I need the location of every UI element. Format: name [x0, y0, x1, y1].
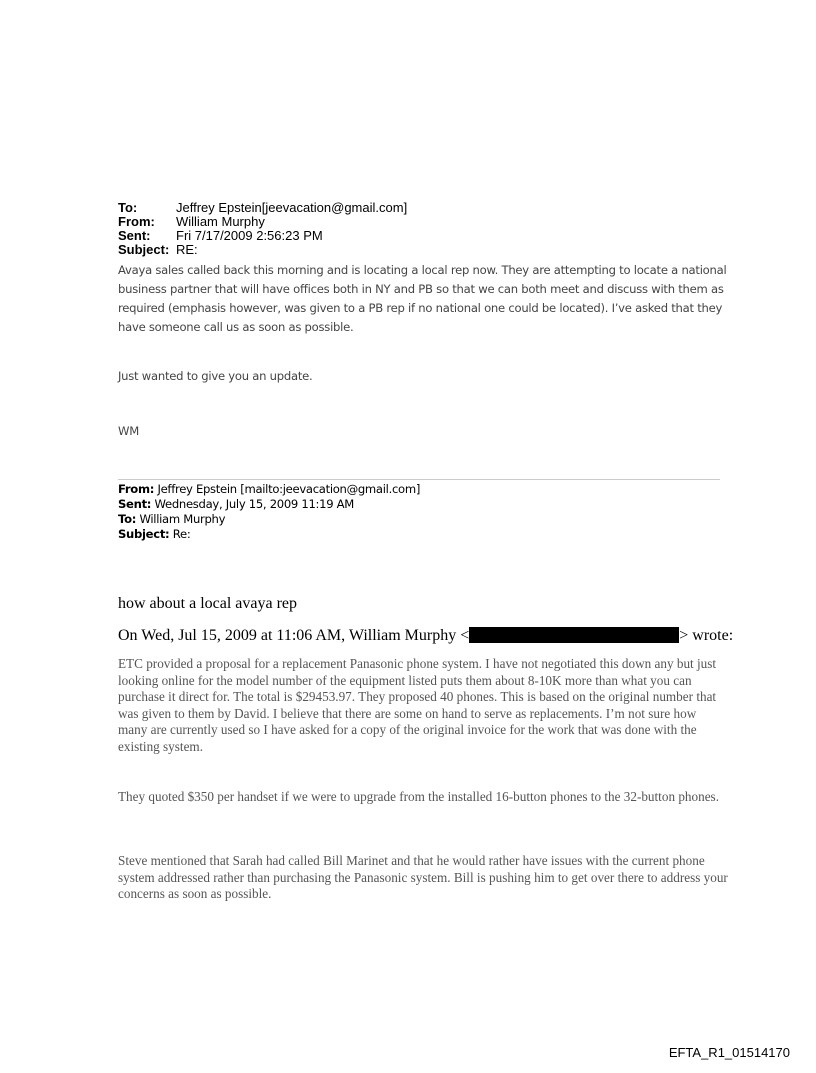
on-suffix: > wrote:: [679, 627, 734, 644]
from-value: William Murphy: [176, 214, 265, 229]
email-header: [118, 201, 407, 257]
q-subject-label: Subject:: [118, 527, 170, 541]
on-wrote-line: [118, 627, 733, 645]
sent-value: Fri 7/17/2009 2:56:23 PM: [176, 228, 323, 243]
q-from-label: From:: [118, 482, 155, 496]
reply-update: Just wanted to give you an update.: [118, 369, 313, 383]
q-from-value: Jeffrey Epstein [mailto:jeevacation@gmail.com]: [154, 482, 421, 496]
q-subject-value: Re:: [169, 527, 191, 541]
q-sent-label: Sent:: [118, 497, 152, 511]
q-to-value: William Murphy: [136, 512, 226, 526]
redaction-bar: [469, 627, 679, 643]
subject-label: Subject:: [118, 242, 170, 257]
quoted-paragraph-2: They quoted $350 per handset if we were to upgrade from the installed 16-button phones to the 32-button phones.: [118, 789, 719, 804]
reply-paragraph: Avaya sales called back this morning and is locating a local rep now. They are attempting to locate a national business partner that will have offices both in NY and PB so that we can both meet and discuss with them as required (emphasis however, was given to a PB rep if no national one could be located). I’ve asked that they have someone call us as soon as possible.: [118, 263, 727, 334]
subject-value: RE:: [176, 242, 198, 257]
on-prefix: On Wed, Jul 15, 2009 at 11:06 AM, William Murphy <: [118, 627, 470, 644]
quoted-paragraph-3: Steve mentioned that Sarah had called Bill Marinet and that he would rather have issues with the current phone system addressed rather than purchasing the Panasonic system. Bill is pushing him to get over there to address your concerns as soon as possible.: [118, 853, 728, 901]
quoted-paragraph-1: ETC provided a proposal for a replacement Panasonic phone system. I have not negotiated this down any but just looking online for the model number of the equipment listed puts them about 8-10K more than what you can purchase it direct for. The total is $29453.97. They proposed 40 phones. This is based on the original number that was given to them by David. I believe that there are some on hand to serve as replacements. I’m not sure how many are currently used so I have asked for a copy of the original invoice for the work that was done with the existing system.: [118, 656, 717, 754]
quoted-header: [118, 482, 420, 542]
q-sent-value: Wednesday, July 15, 2009 11:19 AM: [151, 497, 355, 511]
from-label: From:: [118, 214, 155, 229]
divider: [118, 479, 720, 480]
to-label: To:: [118, 200, 138, 215]
signature: WM: [118, 424, 139, 438]
quoted-line: how about a local avaya rep: [118, 595, 298, 612]
q-to-label: To:: [118, 512, 137, 526]
document-id: EFTA_R1_01514170: [668, 1045, 790, 1060]
sent-label: Sent:: [118, 228, 151, 243]
to-value: Jeffrey Epstein[jeevacation@gmail.com]: [176, 200, 408, 215]
